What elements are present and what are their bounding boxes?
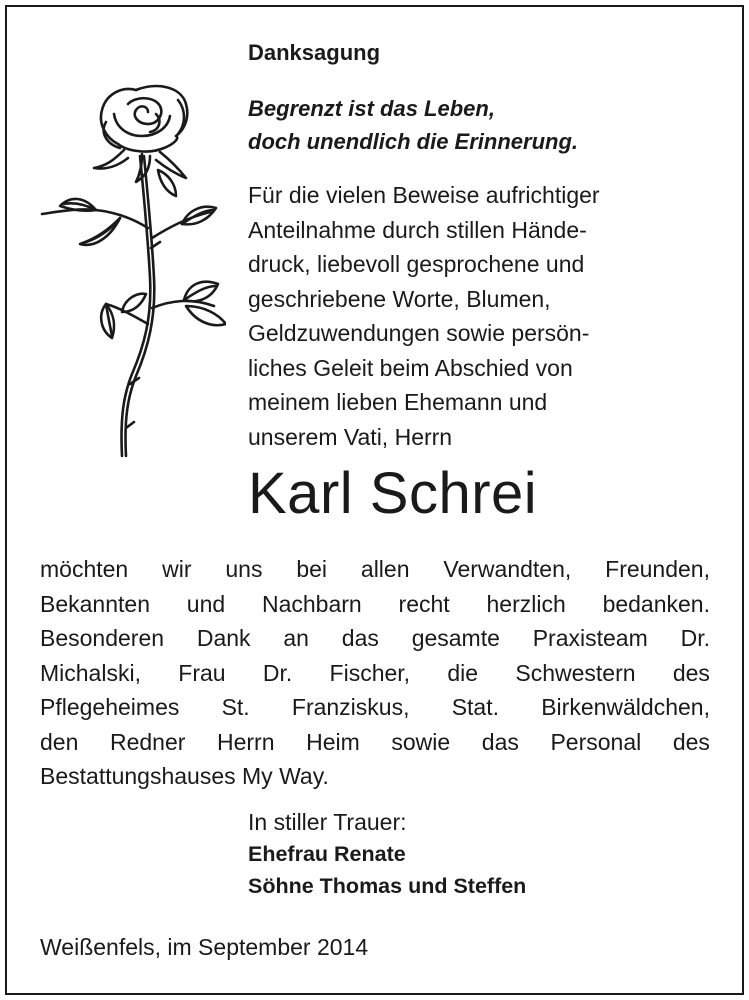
body-word: bedanken. <box>602 590 710 617</box>
body-word: uns <box>225 556 263 582</box>
mourner-name: Ehefrau Renate <box>248 842 406 866</box>
intro-line: druck, liebevoll gesprochene und <box>248 251 585 277</box>
rose-icon <box>36 78 226 462</box>
body-word: Redner <box>109 728 186 755</box>
body-word: wir <box>162 556 192 582</box>
body-word: recht <box>398 590 450 617</box>
deceased-name: Karl Schrei <box>248 461 538 526</box>
intro-line: unserem Vati, Herrn <box>248 423 453 450</box>
body-word: Fischer, <box>329 659 411 686</box>
motto <box>248 92 578 158</box>
body-word: St. <box>221 694 250 720</box>
notice-heading: Danksagung <box>248 40 381 65</box>
body-word: die <box>447 659 479 686</box>
intro-line: Anteilnahme durch stillen Hände- <box>248 216 587 243</box>
body-line: Bestattungshauses My Way. <box>40 763 329 789</box>
intro-text <box>248 178 600 454</box>
intro-line: Für die vielen Beweise aufrichtiger <box>248 182 600 208</box>
body-word: und <box>186 590 226 617</box>
body-word: Frau <box>178 659 226 686</box>
body-word: das <box>481 728 519 755</box>
body-word: Besonderen <box>40 625 165 651</box>
body-line <box>40 690 710 725</box>
body-word: Franziskus, <box>291 694 410 720</box>
body-line <box>40 552 710 587</box>
body-word: das <box>341 625 379 651</box>
body-word: Dr. <box>680 625 710 651</box>
body-line <box>40 725 710 760</box>
body-word: Birkenwäldchen, <box>541 694 710 720</box>
body-word: Nachbarn <box>261 590 362 617</box>
body-word: des <box>672 659 710 686</box>
body-word: des <box>672 728 710 755</box>
mourner-name: Söhne Thomas und Steffen <box>248 874 527 898</box>
body-word: Dank <box>196 625 251 651</box>
body-word: an <box>283 625 309 651</box>
body-word: Schwestern <box>515 659 636 686</box>
body-word: Stat. <box>451 694 499 720</box>
body-line <box>40 656 710 691</box>
intro-line: geschriebene Worte, Blumen, <box>248 285 551 312</box>
body-word: Michalski, <box>40 659 141 686</box>
body-word: allen <box>360 556 410 582</box>
body-word: Herrn <box>217 728 275 755</box>
intro-line: meinem lieben Ehemann und <box>248 389 548 415</box>
body-word: Praxisteam <box>532 625 648 651</box>
body-word: Heim <box>306 728 360 755</box>
body-line <box>40 621 710 656</box>
body-line <box>40 587 710 622</box>
body-word: möchten <box>40 556 129 582</box>
place-date: Weißenfels, im September 2014 <box>40 934 369 960</box>
body-word: herzlich <box>486 590 566 617</box>
body-word: gesamte <box>411 625 500 651</box>
body-word: Freunden, <box>605 556 710 582</box>
intro-line: liches Geleit beim Abschied von <box>248 354 573 381</box>
mourning-intro: In stiller Trauer: <box>248 809 407 835</box>
body-word: bei <box>296 556 328 582</box>
mourning-block <box>248 806 526 902</box>
intro-line: Geldzuwendungen sowie persön- <box>248 320 590 346</box>
body-word: sowie <box>391 728 451 755</box>
body-word: Pflegeheimes <box>40 694 180 720</box>
body-word: Bekannten <box>40 590 150 617</box>
body-word: Personal <box>550 728 642 755</box>
body-word: Dr. <box>262 659 293 686</box>
motto-line: doch unendlich die Erinnerung. <box>248 129 579 154</box>
body-word: den <box>40 728 79 755</box>
body-word: Verwandten, <box>443 556 572 582</box>
thanks-body <box>40 552 710 794</box>
motto-line: Begrenzt ist das Leben, <box>248 96 495 121</box>
